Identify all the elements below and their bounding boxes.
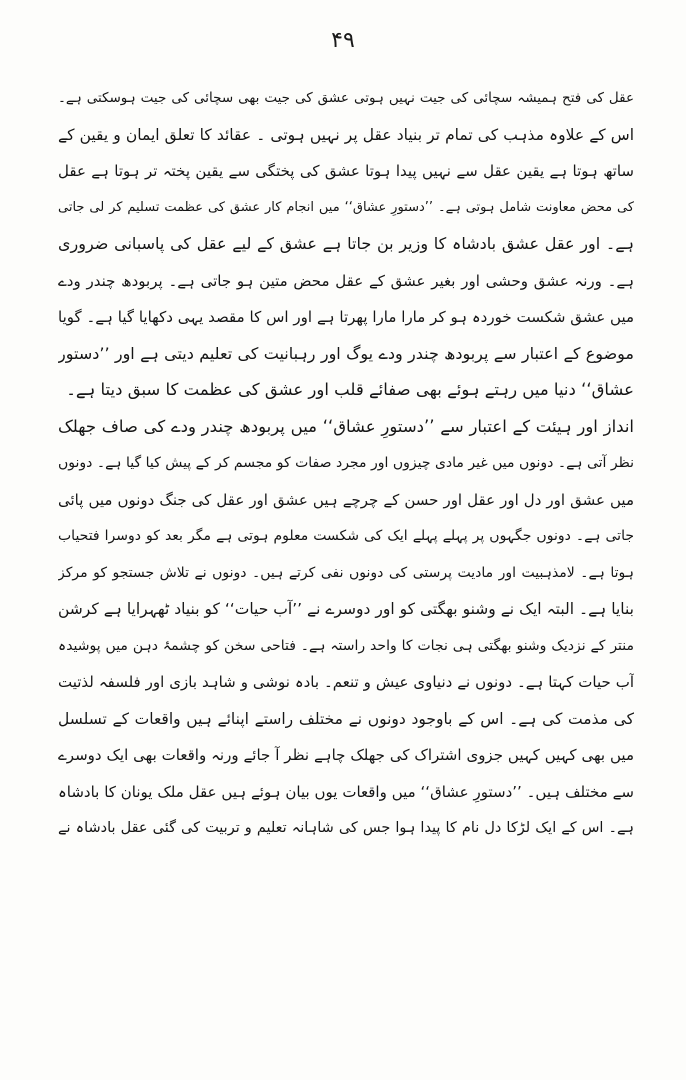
text-line: انداز اور ہیئت کے اعتبار سے ’’دستورِ عشاق‘‘ میں پربودھ چندر ودے کی صاف جھلک — [58, 416, 634, 436]
text-line: ہے۔ ورنہ عشق وحشی اور بغیر عشق کے عقل محض متین ہو جاتی ہے۔ پربودھ چندر ودے — [58, 271, 634, 290]
body-text — [58, 80, 634, 847]
text-line: ساتھ ہوتا ہے یقین عقل سے نہیں پیدا ہوتا عشق کی پختگی سے یقین پختہ تر ہوتا ہے عقل — [58, 162, 634, 180]
text-line: ہوتا ہے۔ لامذہبیت اور مادیت پرستی کی دونوں نفی کرتے ہیں۔ دونوں نے تلاش جستجو کو مرکز — [58, 564, 634, 581]
text-line: نظر آتی ہے۔ دونوں میں غیر مادی چیزوں اور مجرد صفات کو مجسم کر کے پیش کیا گیا ہے۔ دونوں — [58, 455, 634, 471]
text-line: کی مذمت کی ہے۔ اس کے باوجود دونوں نے مختلف راستے اپنائے ہیں واقعات کے تسلسل — [58, 709, 634, 728]
text-line: موضوع کے اعتبار سے پربودھ چندر ودے یوگ اور رہبانیت کی تعلیم دیتی ہے اور ’’دستور — [58, 343, 634, 363]
text-line: سے مختلف ہیں۔ ’’دستورِ عشاق‘‘ میں واقعات یوں بیان ہوئے ہیں عقل ملک یونان کا بادشاہ — [58, 782, 634, 801]
text-line: عشاق‘‘ دنیا میں رہتے ہوئے بھی صفائے قلب اور عشق کی عظمت کا سبق دیتا ہے۔ — [66, 380, 634, 399]
text-line: اس کے علاوہ مذہب کی تمام تر بنیاد عقل پر نہیں ہوتی ۔ عقائد کا تعلق ایمان و یقین کے — [58, 125, 634, 144]
page-number: ۴۹ — [331, 28, 355, 53]
text-line: جاتی ہے۔ دونوں جگہوں پر پہلے پہلے ایک کی شکست معلوم ہوتی ہے مگر بعد کو دوسرا فتحیاب — [58, 528, 634, 544]
text-line: میں عشق اور دل اور عقل اور حسن کے چرچے ہیں عشق اور عقل کی جنگ دونوں میں پائی — [58, 490, 634, 509]
text-line: آب حیات کہتا ہے۔ دونوں نے دنیاوی عیش و تنعم۔ بادہ نوشی و شاہد بازی اور فلسفہ لذتیت — [58, 673, 634, 691]
text-line: بنایا ہے۔ البتہ ایک نے وشنو بھگتی کو اور دوسرے نے ’’آب حیات‘‘ کو بنیاد ٹھہرایا ہے کرشن — [58, 600, 634, 618]
text-line: کی محض معاونت شامل ہوتی ہے۔ ’’دستورِ عشاق‘‘ میں انجام کار عشق کی عظمت تسلیم کر لی جاتی — [58, 199, 634, 215]
text-line: ہے۔ اور عقل عشق بادشاہ کا وزیر بن جاتا ہے عشق کے لیے عقل کی پاسبانی ضروری — [58, 234, 634, 253]
text-line: منتر کے نزدیک وشنو بھگتی ہی نجات کا واحد راستہ ہے۔ فتاحی سخن کو چشمۂ دہن میں پوشیدہ — [58, 637, 634, 654]
text-line: میں بھی کہیں کہیں جزوی اشتراک کی جھلک چاہے نظر آ جائے ورنہ واقعات بھی ایک دوسرے — [58, 746, 634, 764]
text-line: عقل کی فتح ہمیشہ سچائی کی جیت نہیں ہوتی عشق کی جیت بھی سچائی کی جیت ہوسکتی ہے۔ — [58, 90, 634, 106]
text-line: میں عشق شکست خوردہ ہو کر مارا مارا پھرتا ہے اور اس کا مقصد یہی دکھایا گیا ہے۔ گویا — [58, 308, 634, 326]
text-line: ہے۔ اس کے ایک لڑکا دل نام کا پیدا ہوا جس کی شاہانہ تعلیم و تربیت کی گئی عقل بادشاہ نے — [58, 820, 634, 836]
